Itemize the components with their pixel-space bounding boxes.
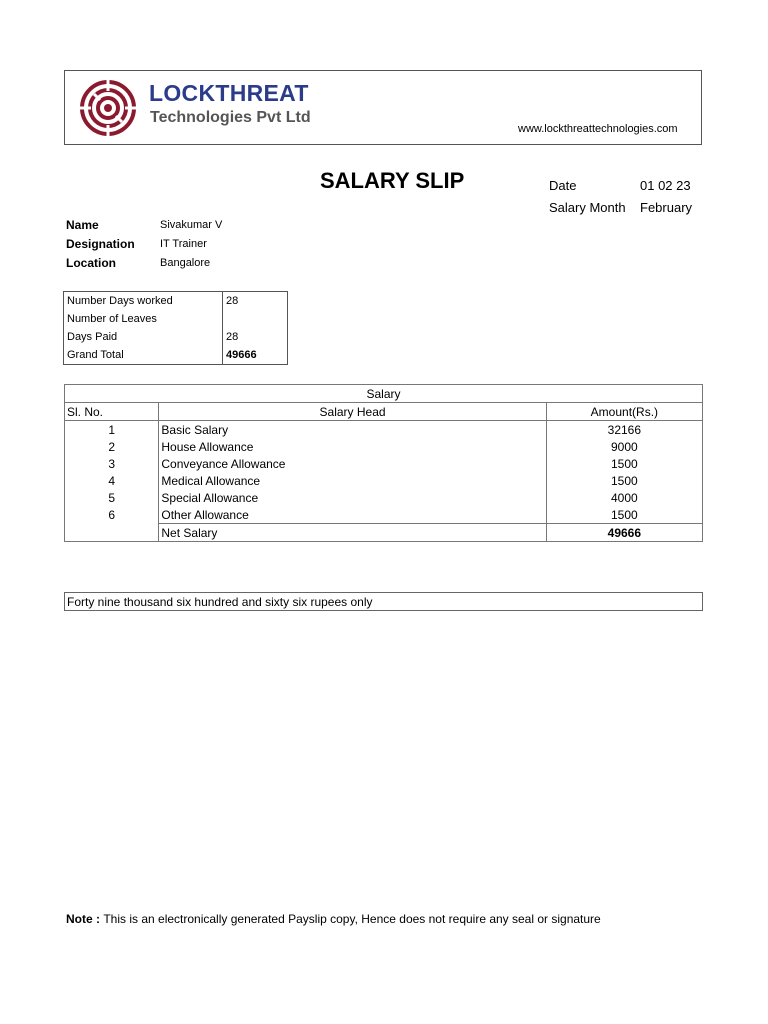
designation-value: IT Trainer: [160, 238, 207, 250]
salary-head-cell: Special Allowance: [159, 489, 546, 506]
note-text: This is an electronically generated Payslip copy, Hence does not require any seal or signature: [103, 912, 601, 926]
sl-no-cell: 5: [65, 489, 159, 506]
company-name: LOCKTHREAT: [149, 80, 309, 106]
attendance-label: Number of Leaves: [64, 310, 223, 328]
salary-head-cell: Other Allowance: [159, 506, 546, 524]
table-row: [64, 310, 288, 328]
table-row: [64, 346, 288, 365]
amount-cell: 4000: [546, 489, 702, 506]
table-row: [65, 438, 703, 455]
net-salary-amount: 49666: [546, 524, 702, 542]
amount-cell: 9000: [546, 438, 702, 455]
salary-head-cell: Basic Salary: [159, 421, 546, 439]
date-label: Date: [549, 178, 577, 193]
table-row: [65, 489, 703, 506]
attendance-label: Days Paid: [64, 328, 223, 346]
location-label: Location: [66, 256, 116, 270]
note-prefix: Note :: [66, 912, 104, 926]
date-value: 01 02 23: [640, 178, 691, 193]
net-salary-label: Net Salary: [159, 524, 546, 542]
salary-month-value: February: [640, 200, 693, 215]
table-caption-row: [65, 385, 703, 403]
concentric-circles-logo-icon: [78, 78, 138, 138]
amount-cell: 1500: [546, 455, 702, 472]
grand-total-value: 49666: [226, 349, 257, 361]
table-row: [65, 506, 703, 524]
attendance-label: Number Days worked: [64, 292, 223, 311]
company-website: www.lockthreattechnologies.com: [518, 123, 678, 135]
employee-name-value: Sivakumar V: [160, 219, 223, 231]
company-subtitle: Technologies Pvt Ltd: [150, 109, 311, 126]
table-header-row: [65, 403, 703, 421]
net-salary-row: [65, 524, 703, 542]
attendance-value: 28: [226, 331, 239, 343]
amount-in-words: Forty nine thousand six hundred and sixty six rupees only: [64, 592, 703, 611]
sl-no-cell: 1: [65, 421, 159, 439]
amount-cell: 1500: [546, 506, 702, 524]
footer-note: [66, 912, 601, 926]
table-row: [65, 472, 703, 489]
amount-cell: 32166: [546, 421, 702, 439]
sl-no-cell: 6: [65, 506, 159, 524]
column-header-salary-head: Salary Head: [159, 403, 546, 421]
attendance-label: Grand Total: [64, 346, 223, 365]
salary-caption: Salary: [65, 385, 703, 403]
table-row: [65, 421, 703, 439]
sl-no-cell: 3: [65, 455, 159, 472]
salary-head-cell: House Allowance: [159, 438, 546, 455]
location-value: Bangalore: [160, 257, 211, 269]
empty-cell: [65, 524, 159, 542]
amount-cell: 1500: [546, 472, 702, 489]
page-title: SALARY SLIP: [320, 168, 465, 193]
employee-name-label: Name: [66, 218, 99, 232]
salary-table: [64, 384, 703, 542]
table-row: [64, 292, 288, 311]
sl-no-cell: 2: [65, 438, 159, 455]
attendance-value: 28: [226, 295, 239, 307]
attendance-table: [63, 291, 288, 365]
designation-label: Designation: [66, 237, 135, 251]
salary-head-cell: Medical Allowance: [159, 472, 546, 489]
salary-head-cell: Conveyance Allowance: [159, 455, 546, 472]
attendance-value: [223, 310, 288, 328]
sl-no-cell: 4: [65, 472, 159, 489]
column-header-amount: Amount(Rs.): [546, 403, 702, 421]
table-row: [64, 328, 288, 346]
table-row: [65, 455, 703, 472]
salary-month-label: Salary Month: [549, 200, 626, 215]
column-header-sl-no: Sl. No.: [65, 403, 159, 421]
